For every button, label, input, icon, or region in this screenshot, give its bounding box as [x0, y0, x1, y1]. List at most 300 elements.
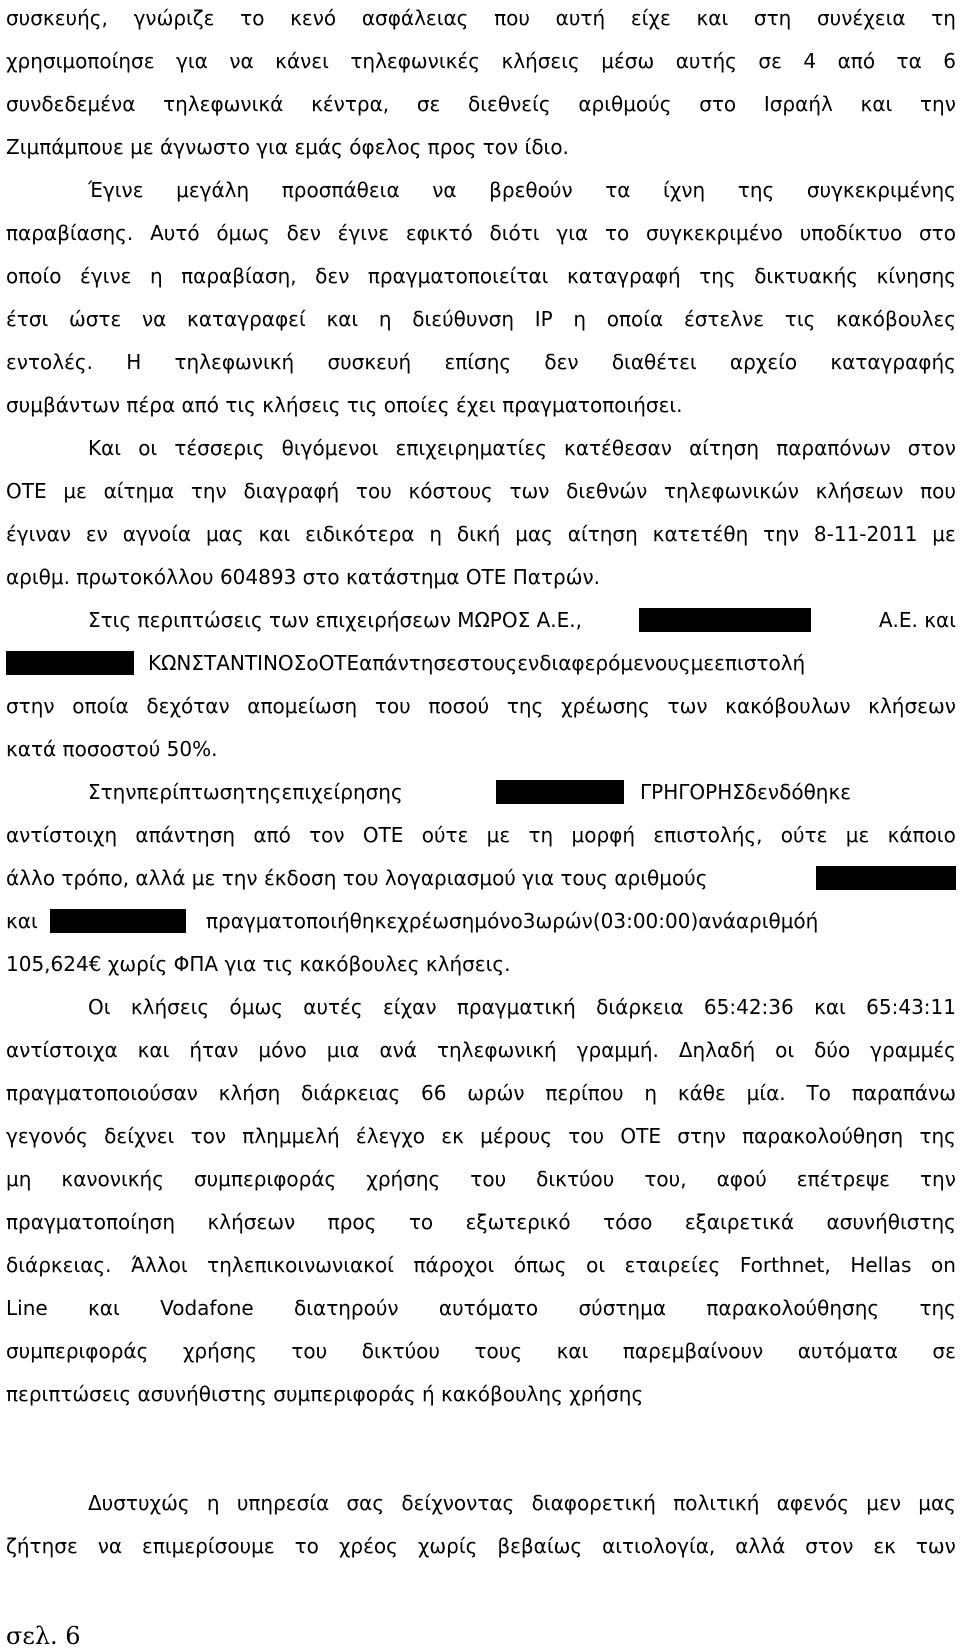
word: οποία: [72, 694, 129, 718]
word: αφού: [716, 1167, 767, 1191]
word: δεχόταν: [146, 694, 230, 718]
word: μη: [6, 1167, 32, 1191]
word: να: [229, 49, 254, 73]
word: βρεθούν: [489, 178, 573, 202]
word: στους: [456, 651, 518, 675]
word: επιχείρησης: [281, 780, 403, 804]
word: επίσης: [444, 350, 512, 374]
text-line: [6, 1293, 956, 1323]
word: στον: [805, 1534, 854, 1558]
word: εξωτερικό: [465, 1210, 571, 1234]
word: Hellas: [850, 1253, 912, 1277]
word: Ισραήλ: [763, 92, 833, 116]
word: τον: [309, 823, 345, 847]
word: της: [699, 264, 736, 288]
word: με: [932, 522, 956, 546]
word: Δηλαδή: [678, 1038, 756, 1062]
text-line: συμβάντων πέρα από τις κλήσεις τις οποίες έχει πραγματοποιήσει.: [6, 393, 683, 417]
word: κίνησης: [876, 264, 956, 288]
word: και: [137, 1038, 170, 1062]
word: εφικτό: [405, 221, 473, 245]
word: δικτύου: [536, 1167, 615, 1191]
word: τη: [931, 6, 956, 30]
word: της: [737, 178, 775, 202]
line-part: Α.Ε. και: [878, 608, 956, 632]
word: πάροχοι: [413, 1253, 495, 1277]
text-line: [6, 1078, 956, 1108]
word: δεν: [315, 264, 350, 288]
word: διεύθυνση: [412, 307, 514, 331]
word: και: [88, 1296, 120, 1320]
word: κλήσεων: [207, 1210, 296, 1234]
word: κέντρα,: [311, 92, 390, 116]
word: τηλεφωνικές: [350, 49, 480, 73]
word: συγκεκριμένης: [806, 178, 956, 202]
word: διαθέτει: [611, 350, 697, 374]
word: συσκευή: [327, 350, 412, 374]
word: τον: [190, 1124, 227, 1148]
word: και: [258, 522, 291, 546]
word: συσκευής,: [6, 6, 108, 30]
text-line: [88, 1488, 956, 1518]
word: σε: [932, 1339, 956, 1363]
word: πραγματοποιείται: [367, 264, 549, 288]
word: πραγματική: [456, 995, 576, 1019]
word: το: [604, 221, 630, 245]
word: έτσι: [6, 307, 49, 331]
text-line: [6, 519, 956, 549]
word: του,: [644, 1167, 687, 1191]
word: επιστολής,: [653, 823, 763, 847]
word: με: [486, 823, 511, 847]
word: μας: [205, 522, 244, 546]
word: Στην: [88, 780, 137, 804]
word: Line: [6, 1296, 48, 1320]
redaction-box: [6, 651, 134, 675]
word: διαφορετική: [531, 1491, 656, 1515]
text-line: [6, 46, 956, 76]
text-line: [6, 89, 956, 119]
word: πλημμελή: [242, 1124, 340, 1148]
word: αντίστοιχη: [6, 823, 118, 847]
word: εκ: [441, 1124, 464, 1148]
word: το: [294, 1534, 319, 1558]
word: στο: [919, 221, 956, 245]
word: αρχείο: [729, 350, 798, 374]
word: να: [432, 178, 457, 202]
word: κόστους: [408, 479, 493, 503]
word: παρακολούθηση: [742, 1124, 904, 1148]
word: τέσσερις: [174, 436, 265, 460]
word: γνώριζε: [133, 6, 215, 30]
word: ενδιαφερόμενους: [517, 651, 691, 675]
word: διεθνών: [566, 479, 648, 503]
word: της: [919, 1296, 956, 1320]
text-line: [6, 1121, 956, 1151]
word: από: [837, 49, 876, 73]
text-line: [6, 218, 956, 248]
word: μας: [515, 522, 553, 546]
text-line: [88, 777, 956, 807]
word: τόσο: [603, 1210, 653, 1234]
word: του: [374, 694, 411, 718]
word: όμως: [229, 995, 283, 1019]
word: χωρίς: [417, 1534, 478, 1558]
word: διάρκεια: [596, 995, 684, 1019]
word: συγκεκριμένο: [646, 221, 783, 245]
text-line: [88, 605, 956, 635]
word: οι: [138, 436, 158, 460]
text-line: [88, 433, 956, 463]
word: μέσω: [601, 49, 655, 73]
line-part: [206, 906, 956, 936]
word: οποία: [606, 307, 664, 331]
word: για: [176, 49, 208, 73]
word: η: [149, 264, 163, 288]
word: μέρους: [480, 1124, 552, 1148]
word: καταγραφεί: [187, 307, 306, 331]
word: Έγινε: [88, 178, 144, 202]
word: και: [556, 1339, 589, 1363]
word: ήταν: [189, 1038, 239, 1062]
word: ανά: [698, 909, 736, 933]
word: κλήσεων: [815, 479, 904, 503]
word: ειδικότερα: [305, 522, 415, 546]
text-line: [88, 175, 956, 205]
word: απάντησε: [359, 651, 457, 675]
redaction-box: [496, 780, 624, 804]
text-line: περιπτώσεις ασυνήθιστης συμπεριφοράς ή κακόβουλης χρήσης: [6, 1382, 644, 1406]
word: τη: [528, 823, 554, 847]
text-line: [6, 347, 956, 377]
text-line: [6, 648, 956, 678]
word: και: [326, 307, 359, 331]
word: κάποιο: [887, 823, 956, 847]
word: υποδίκτυο: [799, 221, 903, 245]
word: μόνο: [258, 1038, 307, 1062]
word: κάνει: [275, 49, 329, 73]
word: χρέωση: [397, 909, 475, 933]
word: οι: [775, 1038, 795, 1062]
word: είχαν: [383, 995, 437, 1019]
word: τις: [784, 307, 816, 331]
word: 66: [421, 1081, 447, 1105]
word: κάθε: [677, 1081, 726, 1105]
word: στο: [699, 92, 737, 116]
word: ΚΩΝΣΤΑΝΤΙΝΟΣ: [148, 651, 307, 675]
word: δύο: [814, 1038, 851, 1062]
word: Και: [88, 436, 122, 460]
word: του: [568, 1124, 605, 1148]
word: εξαιρετικά: [684, 1210, 795, 1234]
word: πραγματοποίηση: [6, 1210, 176, 1234]
word: IP: [534, 307, 553, 331]
word: ΟΤΕ: [318, 651, 360, 675]
word: χρησιμοποίησε: [6, 49, 155, 73]
word: ούτε: [421, 823, 469, 847]
word: δεν: [744, 780, 780, 804]
word: τηλεφωνικών: [664, 479, 799, 503]
word: 3: [522, 909, 536, 933]
word: αριθμούς: [578, 92, 672, 116]
word: των: [667, 694, 708, 718]
word: της: [506, 694, 544, 718]
line-part: [148, 648, 956, 678]
word: αντίστοιχα: [6, 1038, 118, 1062]
word: και: [860, 92, 893, 116]
word: δόθηκε: [779, 780, 852, 804]
text-line: [6, 261, 956, 291]
word: σύστημα: [578, 1296, 667, 1320]
word: 4: [803, 49, 817, 73]
word: ΟΤΕ: [620, 1124, 661, 1148]
word: 65:42:36: [703, 995, 794, 1019]
word: η: [644, 1081, 658, 1105]
word: της: [245, 780, 282, 804]
word: ΓΡΗΓΟΡΗΣ: [640, 780, 745, 804]
word: τηλεφωνική: [436, 1038, 557, 1062]
word: διατηρούν: [294, 1296, 399, 1320]
word: η: [378, 307, 392, 331]
word: Vodafone: [160, 1296, 254, 1320]
word: ώστε: [69, 307, 122, 331]
word: κακόβουλων: [725, 694, 851, 718]
word: μόνο: [474, 909, 523, 933]
text-line: [6, 820, 956, 850]
word: κατέθεσαν: [564, 436, 672, 460]
word: κενό: [290, 6, 337, 30]
word: την: [763, 522, 800, 546]
word: κλήσεων: [868, 694, 956, 718]
word: αλλά: [735, 1534, 786, 1558]
word: σας: [346, 1491, 385, 1515]
word: οι: [586, 1253, 606, 1277]
line-part: Στις περιπτώσεις των επιχειρήσεων ΜΩΡΟΣ Α.Ε.,: [88, 608, 582, 632]
word: ή: [805, 909, 819, 933]
word: αριθμό: [735, 909, 806, 933]
word: έστελνε: [683, 307, 765, 331]
line-part: [88, 777, 480, 807]
word: ούτε: [780, 823, 828, 847]
word: ωρών: [535, 909, 593, 933]
word: σε: [416, 92, 441, 116]
line-part: άλλο τρόπο, αλλά με την έκδοση του λογαριασμού για τους αριθμούς: [6, 866, 708, 890]
text-line: [6, 1164, 956, 1194]
text-line: [6, 476, 956, 506]
word: δεν: [544, 350, 579, 374]
word: το: [408, 1210, 434, 1234]
word: με: [845, 823, 870, 847]
word: δείχνει: [104, 1124, 175, 1148]
word: αίτηση: [567, 522, 638, 546]
word: διαγραφή: [243, 479, 340, 503]
word: κακόβουλες: [836, 307, 956, 331]
word: έγιναν: [6, 522, 71, 546]
word: χρήσης: [182, 1339, 257, 1363]
text-line: [6, 906, 956, 936]
word: συμπεριφοράς: [6, 1339, 149, 1363]
word: (03:00:00): [592, 909, 699, 933]
text-line: [6, 1531, 956, 1561]
word: εκ: [873, 1534, 896, 1558]
text-line: κατά ποσοστού 50%.: [6, 737, 218, 761]
word: παραβίαση,: [181, 264, 297, 288]
word: σε: [758, 49, 782, 73]
word: και: [696, 6, 729, 30]
word: μεγάλη: [176, 178, 250, 202]
word: όπως: [513, 1253, 567, 1277]
word: με: [690, 651, 715, 675]
word: του: [355, 479, 392, 503]
text-line: [6, 3, 956, 33]
word: Το: [806, 1081, 831, 1105]
word: διάρκειας: [301, 1081, 401, 1105]
word: του: [291, 1339, 328, 1363]
word: πολιτική: [673, 1491, 760, 1515]
word: on: [931, 1253, 956, 1277]
word: μια: [326, 1038, 360, 1062]
word: αυτόματα: [797, 1339, 898, 1363]
word: γεγονός: [6, 1124, 88, 1148]
word: οποίο: [6, 264, 62, 288]
word: μεν: [866, 1491, 901, 1515]
word: προσπάθεια: [281, 178, 400, 202]
word: ΟΤΕ: [6, 479, 47, 503]
word: αυτές: [303, 995, 363, 1019]
word: την: [920, 1167, 956, 1191]
word: παραπόνων: [776, 436, 891, 460]
word: να: [141, 307, 167, 331]
word: ζήτησε: [6, 1534, 78, 1558]
word: επιχειρηματίες: [395, 436, 547, 460]
word: τα: [605, 178, 631, 202]
word: προς: [327, 1210, 377, 1234]
word: που: [920, 479, 956, 503]
word: γραμμή.: [576, 1038, 659, 1062]
word: δεν: [286, 221, 321, 245]
text-line: αριθμ. πρωτοκόλλου 604893 στο κατάστημα ΟΤΕ Πατρών.: [6, 565, 601, 589]
word: από: [253, 823, 291, 847]
word: επιμερίσουμε: [142, 1534, 275, 1558]
word: συνέχεια: [817, 6, 906, 30]
word: έγινε: [337, 221, 390, 245]
word: Forthnet,: [739, 1253, 831, 1277]
word: απομείωση: [247, 694, 358, 718]
word: στην: [677, 1124, 726, 1148]
word: αίτηση: [689, 436, 760, 460]
word: ανά: [379, 1038, 417, 1062]
word: ποσού: [428, 694, 490, 718]
word: Οι: [88, 995, 111, 1019]
word: παρακολούθησης: [706, 1296, 880, 1320]
word: 8-11-2011: [813, 522, 918, 546]
text-line: [6, 1250, 956, 1280]
word: με: [63, 479, 87, 503]
text-line: [6, 691, 956, 721]
word: Η: [126, 350, 142, 374]
word: 6: [943, 49, 956, 73]
text-line: [6, 304, 956, 334]
word: Δυστυχώς: [88, 1491, 190, 1515]
word: αυτής: [675, 49, 737, 73]
word: κλήση: [218, 1081, 281, 1105]
word: συμπεριφοράς: [193, 1167, 337, 1191]
word: ασφάλειας: [361, 6, 469, 30]
word: εταιρείες: [624, 1253, 721, 1277]
word: ίχνη: [663, 178, 706, 202]
word: και: [814, 995, 846, 1019]
word: ωρών: [467, 1081, 525, 1105]
text-line: [88, 992, 956, 1022]
word: αγνοία: [122, 522, 192, 546]
word: δική: [456, 522, 501, 546]
word: δικτυακής: [754, 264, 858, 288]
word: η: [206, 1491, 220, 1515]
word: μία.: [746, 1081, 786, 1105]
redaction-box: [816, 866, 956, 890]
word: διάρκειας.: [6, 1253, 112, 1277]
word: διότι: [489, 221, 540, 245]
word: να: [97, 1534, 123, 1558]
word: μορφή: [571, 823, 636, 847]
word: έλεγχο: [355, 1124, 425, 1148]
text-line: [6, 863, 956, 893]
word: αυτόματο: [438, 1296, 539, 1320]
word: περίπου: [545, 1081, 624, 1105]
word: τηλεφωνικά: [163, 92, 284, 116]
word: θιγόμενοι: [281, 436, 379, 460]
word: της: [919, 1124, 956, 1148]
word: χρέωσης: [560, 694, 650, 718]
word: δικτύου: [361, 1339, 440, 1363]
word: είχε: [630, 6, 671, 30]
word: έγινε: [80, 264, 132, 288]
word: όμως: [216, 221, 270, 245]
word: παρεμβαίνουν: [622, 1339, 764, 1363]
word: πραγματοποιήθηκε: [206, 909, 398, 933]
word: ο: [306, 651, 319, 675]
word: αυτή: [555, 6, 606, 30]
word: τους: [474, 1339, 523, 1363]
word: αίτημα: [103, 479, 175, 503]
word: χρήσης: [366, 1167, 441, 1191]
word: για: [556, 221, 589, 245]
word: χρέος: [338, 1534, 398, 1558]
word: του: [470, 1167, 507, 1191]
word: μας: [918, 1491, 956, 1515]
word: που: [494, 6, 530, 30]
word: κανονικής: [61, 1167, 164, 1191]
word: εν: [85, 522, 108, 546]
word: γραμμές: [870, 1038, 956, 1062]
text-line: 105,624€ χωρίς ΦΠΑ για τις κακόβουλες κλήσεις.: [6, 952, 511, 976]
text-line: [6, 1336, 956, 1366]
word: συνδεδεμένα: [6, 92, 136, 116]
word: τηλεφωνική: [174, 350, 295, 374]
word: ΟΤΕ: [362, 823, 404, 847]
word: πραγματοποιούσαν: [6, 1081, 198, 1105]
word: στην: [6, 694, 55, 718]
text-line: Ζιμπάμπουε με άγνωστο για εμάς όφελος προς τον ίδιο.: [6, 135, 569, 159]
redaction-box: [639, 608, 811, 632]
word: περίπτωση: [136, 780, 246, 804]
redaction-box: [50, 909, 186, 933]
word: εντολές.: [6, 350, 94, 374]
word: παραβίασης.: [6, 221, 134, 245]
word: παραπάνω: [851, 1081, 956, 1105]
word: ασυνήθιστης: [826, 1210, 956, 1234]
word: επιστολή: [714, 651, 806, 675]
